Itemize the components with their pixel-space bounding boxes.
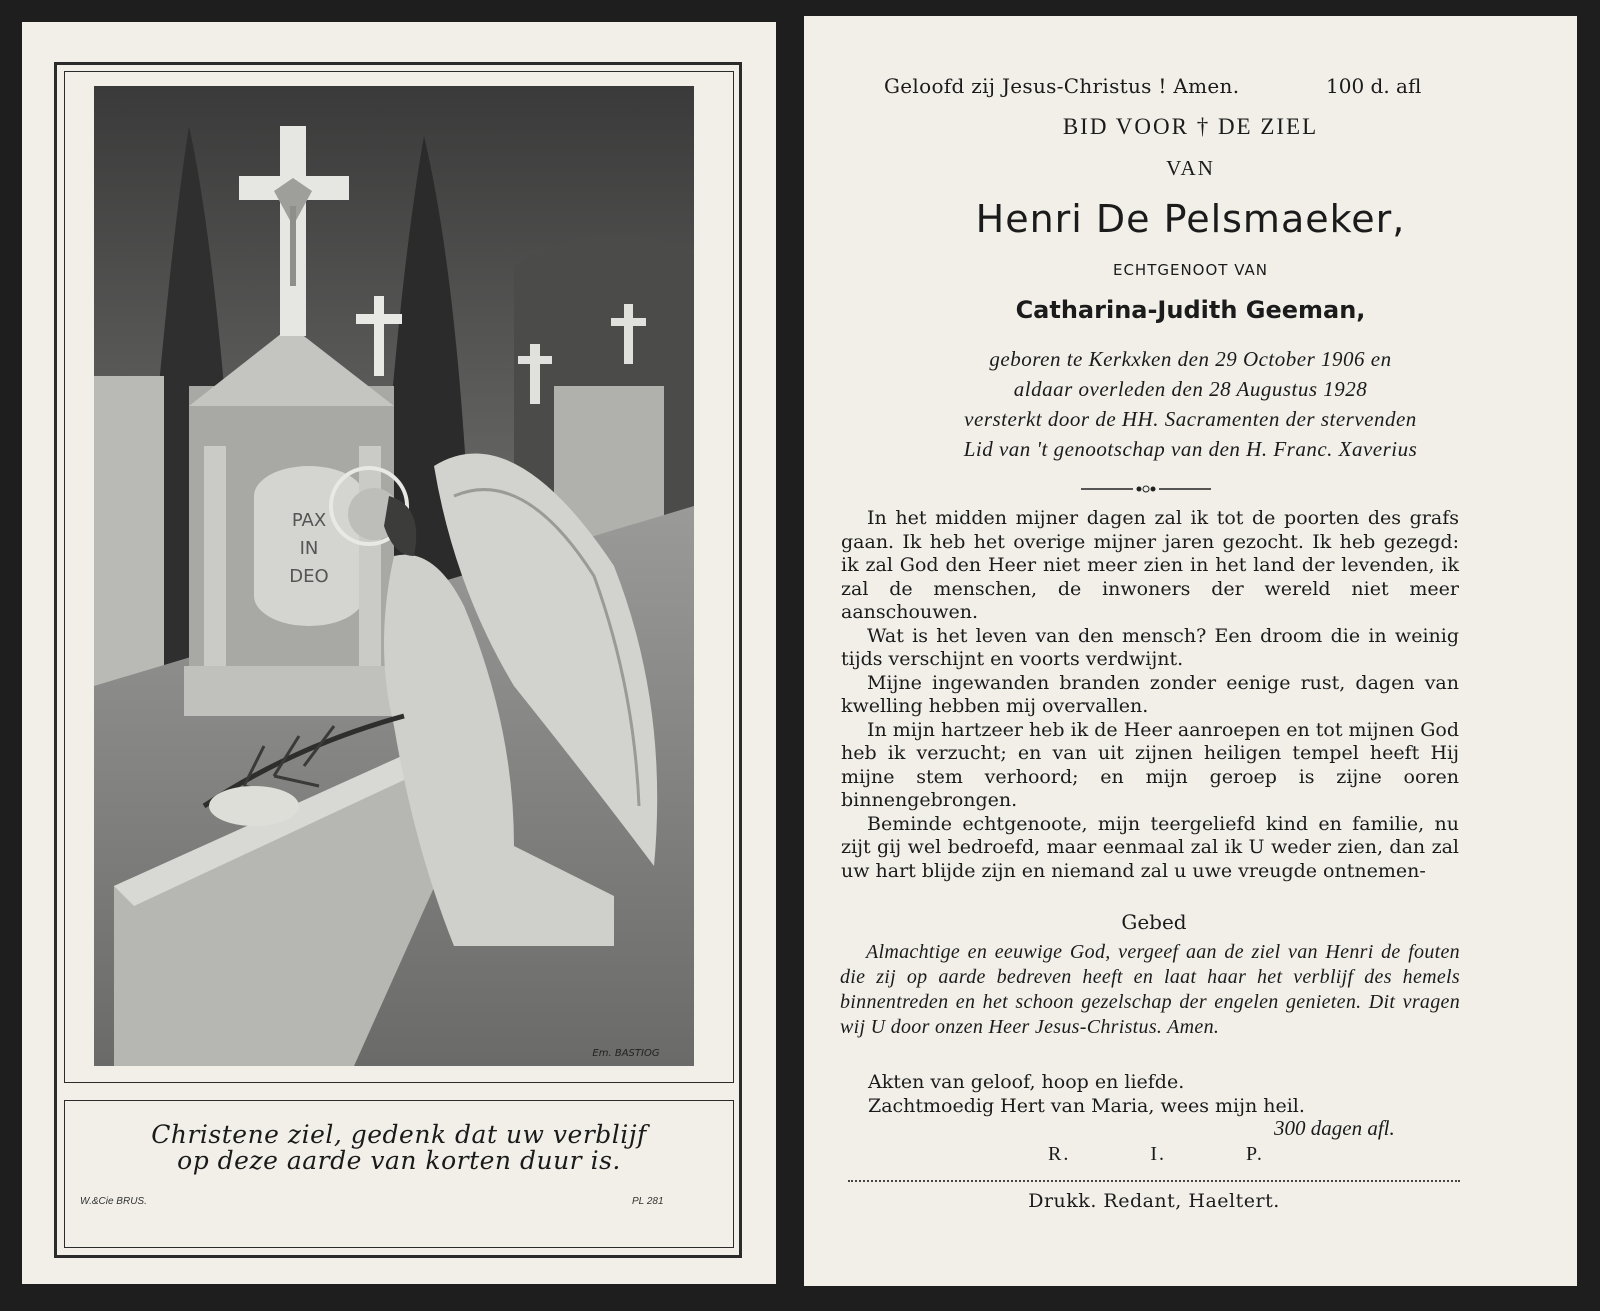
rip-p: P. <box>1246 1143 1264 1165</box>
verse-paragraph: Beminde echtgenoote, mijn teergeliefd kind en familie, nu zijt gij wel bedroefd, maar eenmaal zal ik U weder zien, dan zal uw hart blijde zijn en niemand zal u uwe vreugde ontnemen- <box>841 812 1459 882</box>
bio-line-1: geboren te Kerkxken den 29 October 1906 en <box>989 347 1392 371</box>
verse-paragraph: In mijn hartzeer heb ik de Heer aanroepen en tot mijnen God heb ik verzucht; en van uit zijnen heiligen tempel heeft Hij mijne stem verhoord; en mijn geroep is zijne ooren binnengebrongen. <box>841 718 1460 811</box>
ornament-divider <box>1081 484 1211 494</box>
rip-i: I. <box>1150 1143 1167 1165</box>
prayer-title: Gebed <box>1121 910 1187 934</box>
biography <box>804 344 1577 464</box>
rip <box>1048 1143 1344 1166</box>
plate-number: PL 281 <box>632 1196 664 1207</box>
verse-paragraph: Mijne ingewanden branden zonder eenige rust, dagen van kwelling hebben mij overvallen. <box>841 671 1459 717</box>
indulgence-bottom: 300 dagen afl. <box>1274 1116 1395 1140</box>
spouse-label: ECHTGENOOT VAN <box>1112 261 1269 279</box>
pray-for-soul: BID VOOR † DE ZIEL <box>1062 114 1319 139</box>
spouse-name: Catharina-Judith Geeman, <box>1015 296 1366 324</box>
caption-line-2: op deze aarde van korten duur is. <box>177 1146 621 1175</box>
header-acclamation: Geloofd zij Jesus-Christus ! Amen. <box>884 74 1240 98</box>
memorial-card-front <box>22 22 776 1284</box>
angel-grave-illustration <box>94 86 694 1066</box>
acts <box>868 1070 1305 1118</box>
acts-line-2: Zachtmoedig Hert van Maria, wees mijn heil. <box>868 1095 1305 1117</box>
verse-paragraph: Wat is het leven van den mensch? Een droom die in weinig tijds verschijnt en voorts verdwijnt. <box>841 624 1459 670</box>
prayer-text <box>840 940 1460 1040</box>
deceased-name: Henri De Pelsmaeker, <box>975 197 1406 241</box>
publisher: W.&Cie BRUS. <box>80 1196 147 1207</box>
indulgence-top: 100 d. afl <box>1326 74 1422 98</box>
prayer-paragraph: Almachtige en eeuwige God, vergeef aan de ziel van Henri de fouten die zij op aarde bedreven heeft en laat haar het verblijf des hemels binnentreden en het schoon gezelschap der engelen genieten. Dit vragen wij U door onzen Heer Jesus-Christus. Amen. <box>840 941 1460 1038</box>
tombstone-line-1: PAX <box>291 510 327 531</box>
scripture-verses <box>841 507 1459 883</box>
memorial-card-text <box>804 16 1577 1286</box>
caption <box>22 1122 776 1174</box>
tombstone-line-2: IN <box>299 538 319 559</box>
artist-signature: Em. BASTIOG <box>592 1048 660 1059</box>
verse-paragraph: In het midden mijner dagen zal ik tot de poorten des grafs gaan. Ik heb het overige mijner jaren gezocht. Ik heb gezegd: ik zal God den Heer niet meer zien in het land der levenden, ik zal de menschen, de inwoners der wereld niet meer aanschouwen. <box>841 507 1459 623</box>
tombstone-line-3: DEO <box>289 566 329 587</box>
bio-line-3: versterkt door de HH. Sacramenten der stervenden <box>964 407 1417 431</box>
bio-line-4: Lid van 't genootschap van den H. Franc. Xaverius <box>963 437 1418 461</box>
caption-line-1: Christene ziel, gedenk dat uw verblijf <box>151 1120 647 1149</box>
printer-imprint: Drukk. Redant, Haeltert. <box>1028 1190 1280 1212</box>
rip-r: R. <box>1048 1143 1071 1165</box>
bio-line-2: aldaar overleden den 28 Augustus 1928 <box>1013 377 1368 401</box>
van-label: VAN <box>1166 156 1215 180</box>
dotted-divider <box>848 1180 1460 1182</box>
acts-line-1: Akten van geloof, hoop en liefde. <box>868 1071 1185 1093</box>
